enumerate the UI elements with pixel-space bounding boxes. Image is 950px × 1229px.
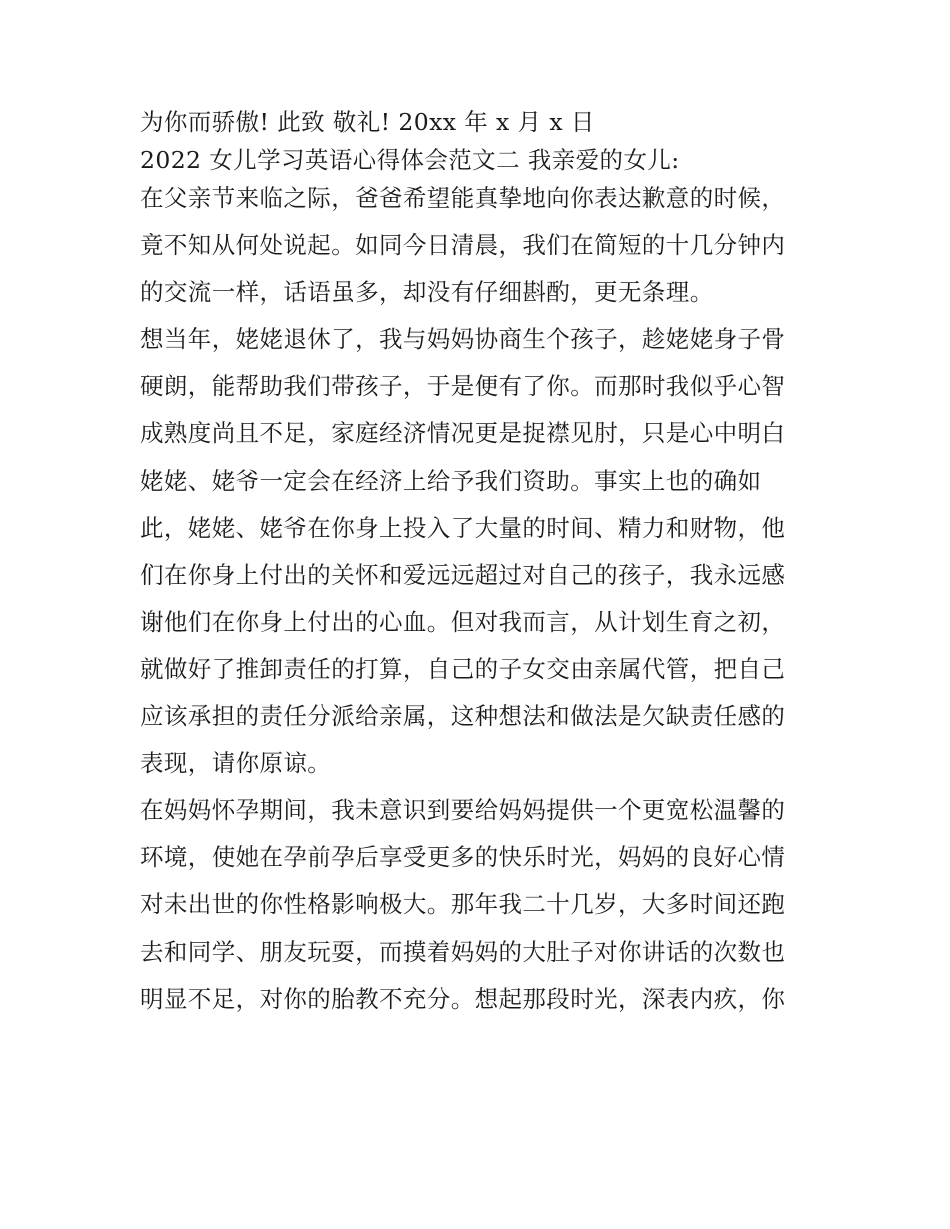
text-line: 环境，使她在孕前孕后享受更多的快乐时光，妈妈的良好心情: [140, 843, 786, 872]
text-line: 的交流一样，话语虽多，却没有仔细斟酌，更无条理。: [140, 278, 714, 307]
text-line: 明显不足，对你的胎教不充分。想起那段时光，深表内疚，你: [140, 984, 786, 1013]
text-line: 在妈妈怀孕期间，我未意识到要给妈妈提供一个更宽松温馨的: [140, 796, 786, 825]
text-line: 应该承担的责任分派给亲属，这种想法和做法是欠缺责任感的: [140, 702, 786, 731]
closing-line: 为你而骄傲! 此致 敬礼! 20xx 年 x 月 x 日: [140, 108, 595, 136]
essay-title-greeting: 2022 女儿学习英语心得体会范文二 我亲爱的女儿:: [140, 146, 680, 174]
document-page: [140, 108, 820, 1032]
text-line: 竟不知从何处说起。如同今日清晨，我们在简短的十几分钟内: [140, 231, 786, 260]
text-line: 硬朗，能帮助我们带孩子，于是便有了你。而那时我似乎心智: [140, 372, 786, 401]
text-line: 们在你身上付出的关怀和爱远远超过对自己的孩子，我永远感: [140, 560, 786, 589]
text-line: 谢他们在你身上付出的心血。但对我而言，从计划生育之初，: [140, 607, 786, 636]
text-line: 想当年，姥姥退休了，我与妈妈协商生个孩子，趁姥姥身子骨: [140, 325, 786, 354]
text-line: 成熟度尚且不足，家庭经济情况更是捉襟见肘，只是心中明白: [140, 419, 786, 448]
text-line: 表现，请你原谅。: [140, 749, 332, 778]
text-line: 姥姥、姥爷一定会在经济上给予我们资助。事实上也的确如: [140, 466, 762, 495]
text-line: 此，姥姥、姥爷在你身上投入了大量的时间、精力和财物，他: [140, 513, 786, 542]
text-line: 去和同学、朋友玩耍，而摸着妈妈的大肚子对你讲话的次数也: [140, 937, 786, 966]
text-line: 对未出世的你性格影响极大。那年我二十几岁，大多时间还跑: [140, 890, 786, 919]
text-line: 就做好了推卸责任的打算，自己的子女交由亲属代管，把自己: [140, 654, 786, 683]
text-line: 在父亲节来临之际，爸爸希望能真挚地向你表达歉意的时候，: [140, 184, 786, 212]
